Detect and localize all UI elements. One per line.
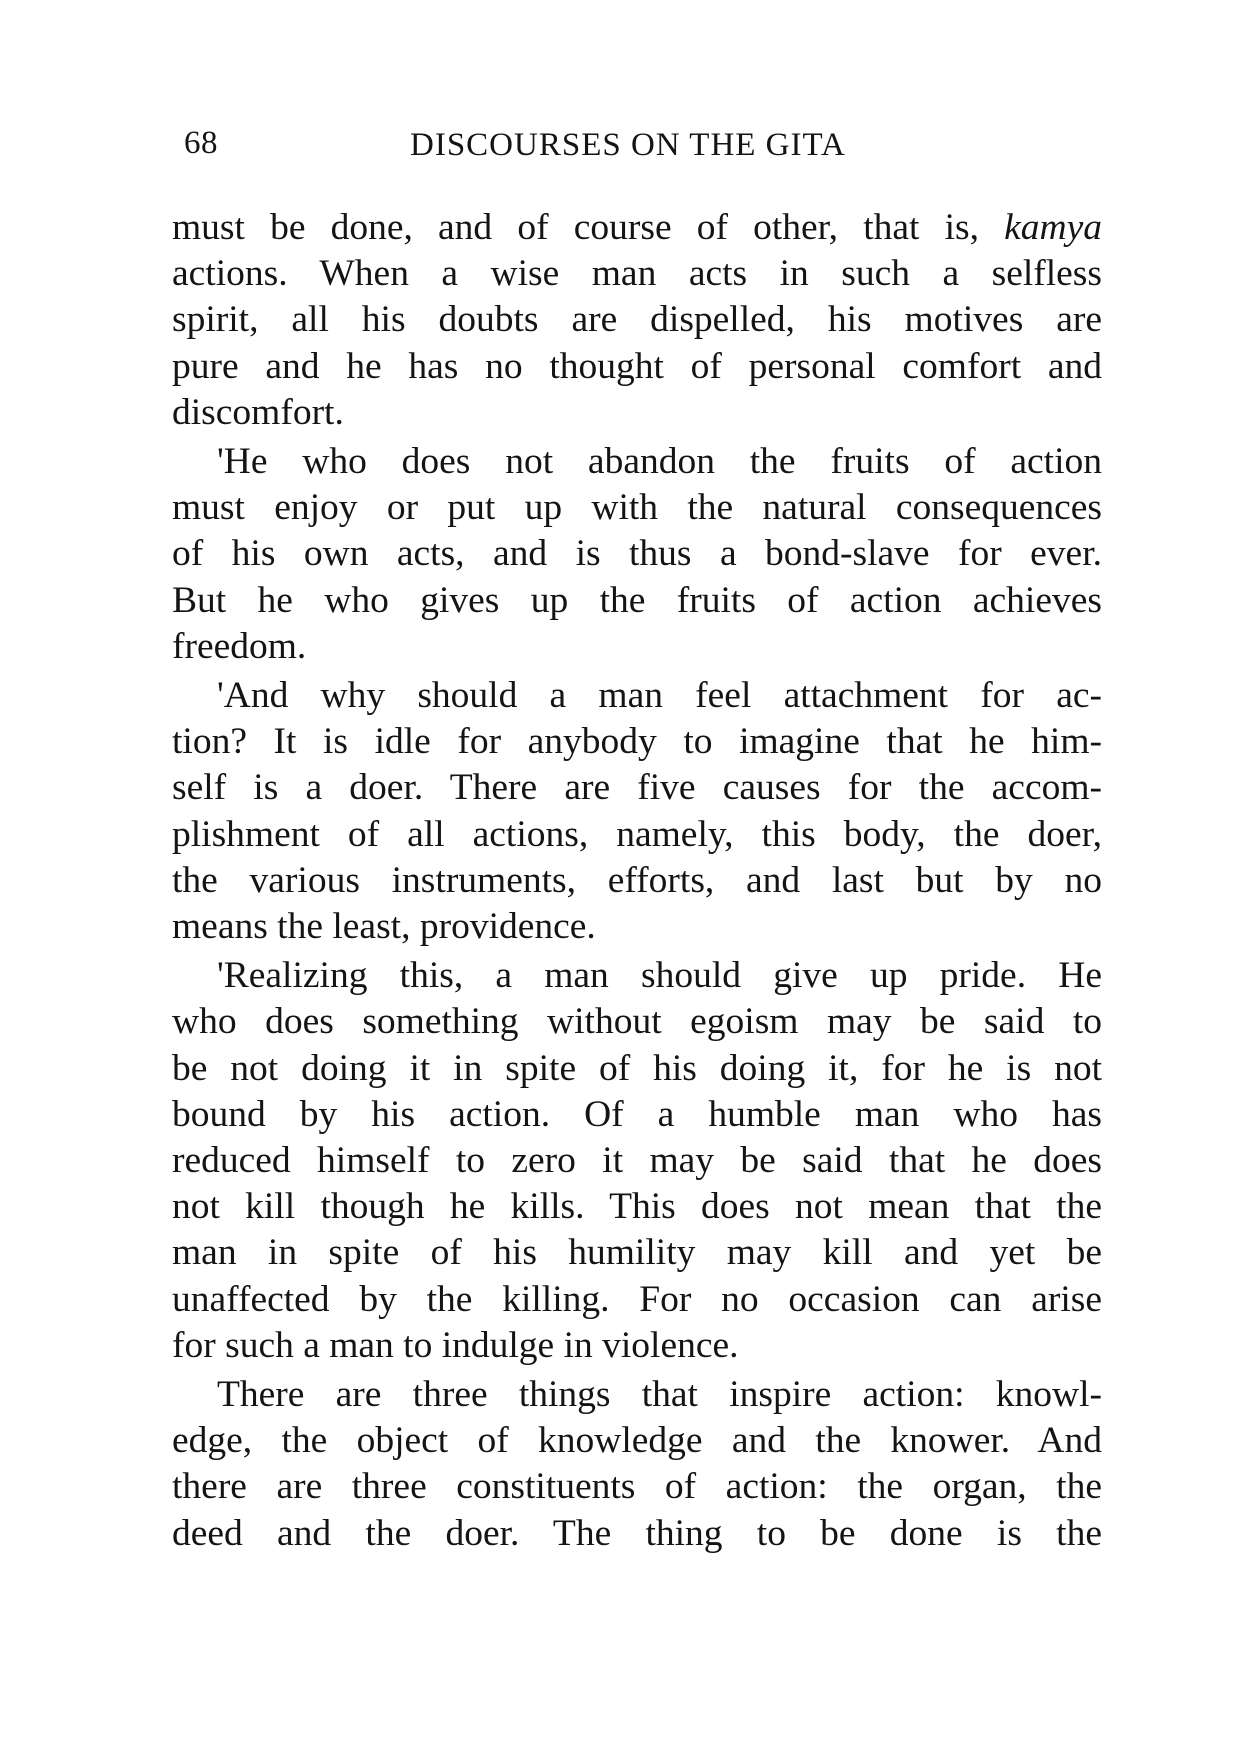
page-number: 68 xyxy=(184,125,218,161)
text-line: must be done, and of course of other, that is, kamya xyxy=(172,207,1102,248)
text-line: deed and the doer. The thing to be done is the xyxy=(172,1512,1102,1554)
text-line: who does something without egoism may be said to xyxy=(172,1001,1102,1043)
text-line: man in spite of his humility may kill and yet be xyxy=(172,1232,1102,1274)
text-line: actions. When a wise man acts in such a selfless xyxy=(172,253,1102,295)
text-line: for such a man to indulge in violence. xyxy=(172,1324,739,1366)
text-line: freedom. xyxy=(172,625,307,667)
book-title: DISCOURSES ON THE GITA xyxy=(410,127,846,163)
text-line: pure and he has no thought of personal comfort and xyxy=(172,345,1102,387)
text-line: plishment of all actions, namely, this body, the doer, xyxy=(172,813,1102,855)
text-line: But he who gives up the fruits of action achieves xyxy=(172,579,1102,621)
text-line: reduced himself to zero it may be said that he does xyxy=(172,1140,1102,1182)
text-line: there are three constituents of action: the organ, the xyxy=(172,1466,1102,1508)
text-line: of his own acts, and is thus a bond-slave for ever. xyxy=(172,533,1102,575)
text-line: 'Realizing this, a man should give up pride. He xyxy=(217,955,1102,997)
text-line: There are three things that inspire action: knowl- xyxy=(217,1374,1102,1416)
italic-term: kamya xyxy=(1004,207,1102,248)
paragraph xyxy=(172,205,1102,436)
paragraph xyxy=(172,953,1102,1369)
running-head xyxy=(184,125,944,175)
paragraph xyxy=(172,673,1102,950)
paragraph xyxy=(172,1372,1102,1557)
text-line: must enjoy or put up with the natural consequences xyxy=(172,487,1102,529)
text-line: the various instruments, efforts, and last but by no xyxy=(172,859,1102,901)
text-line: 'And why should a man feel attachment for ac- xyxy=(217,675,1102,717)
text-line: tion? It is idle for anybody to imagine that he him- xyxy=(172,721,1102,763)
text-line: unaffected by the killing. For no occasion can arise xyxy=(172,1278,1102,1320)
text-line: spirit, all his doubts are dispelled, his motives are xyxy=(172,299,1102,341)
text-line: not kill though he kills. This does not mean that the xyxy=(172,1186,1102,1228)
text-line: bound by his action. Of a humble man who has xyxy=(172,1093,1102,1135)
text-line: be not doing it in spite of his doing it, for he is not xyxy=(172,1047,1102,1089)
paragraph xyxy=(172,439,1102,670)
text-line: discomfort. xyxy=(172,391,344,433)
text-line: edge, the object of knowledge and the knower. And xyxy=(172,1420,1102,1462)
text-line: means the least, providence. xyxy=(172,906,596,948)
text-line: self is a doer. There are five causes for the accom- xyxy=(172,767,1102,809)
body-text xyxy=(172,205,1102,1557)
text-line: 'He who does not abandon the fruits of action xyxy=(217,441,1102,483)
